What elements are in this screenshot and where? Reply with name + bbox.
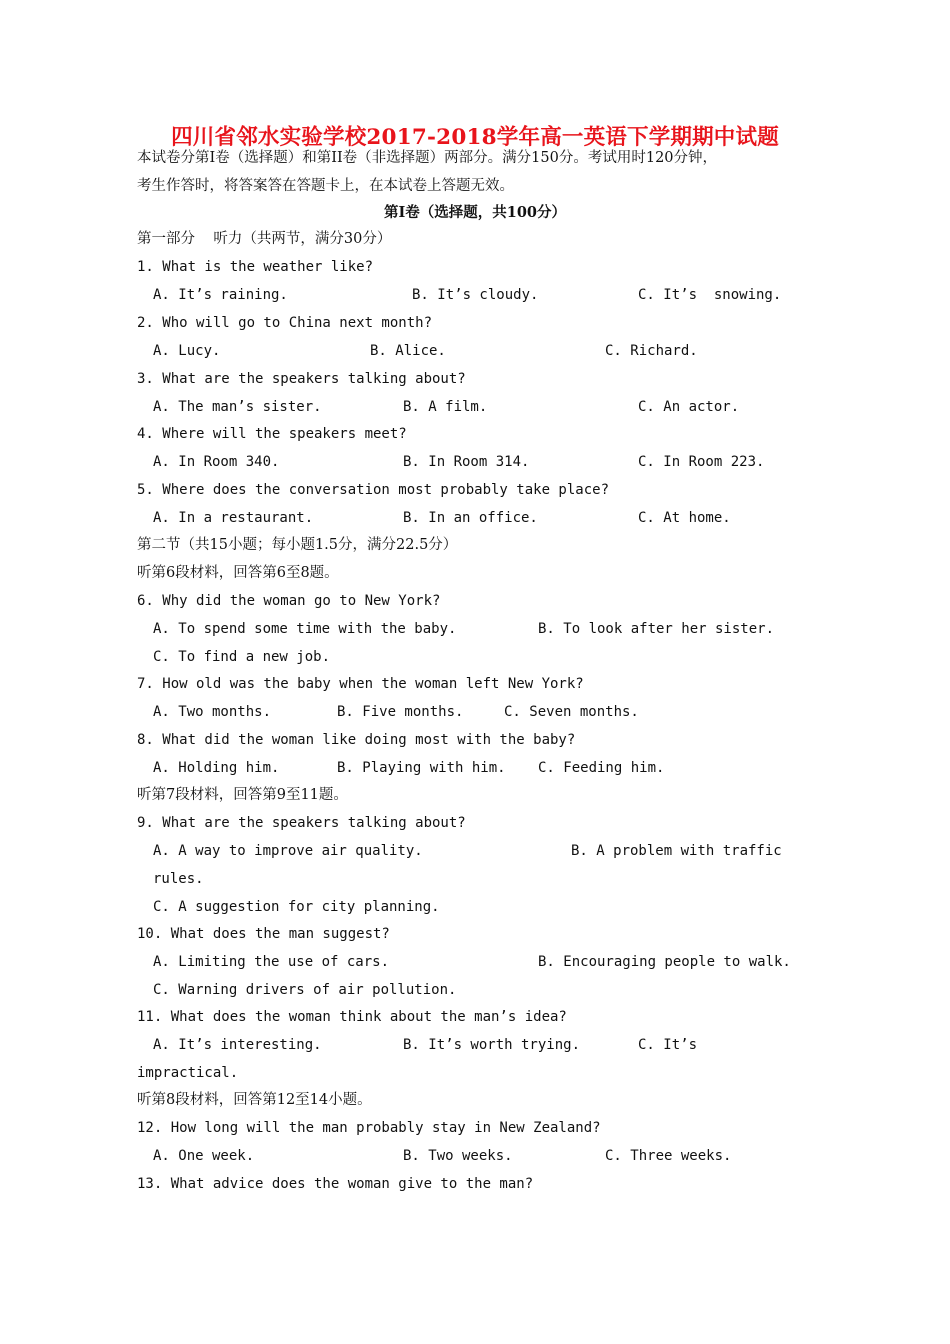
question-stem: 12. How long will the man probably stay in New Zealand? [137, 1120, 601, 1136]
option-c: C. Three weeks. [605, 1148, 732, 1164]
option-b: B. A film. [403, 399, 488, 415]
option-a: A. It’s raining. [153, 287, 288, 303]
option-b: B. It’s cloudy. [412, 287, 539, 303]
option-b: B. In Room 314. [403, 454, 530, 470]
volume-heading: 第I卷（选择题，共100分） [383, 204, 567, 221]
question-stem: 5. Where does the conversation most probably take place? [137, 482, 610, 498]
option-b: B. A problem with traffic [571, 843, 782, 859]
option-b: B. Five months. [337, 704, 464, 720]
option-a: A. In a restaurant. [153, 510, 314, 526]
material-heading-6: 听第6段材料，回答第6至8题。 [137, 565, 339, 581]
option-c: C. To find a new job. [153, 649, 331, 665]
option-a: A. In Room 340. [153, 454, 280, 470]
question-stem: 9. What are the speakers talking about? [137, 815, 466, 831]
option-b: B. Encouraging people to walk. [538, 954, 791, 970]
option-b: B. In an office. [403, 510, 538, 526]
option-a: A. Limiting the use of cars. [153, 954, 390, 970]
part1-heading: 第一部分 听力（共两节，满分30分） [137, 231, 392, 247]
option-b: B. It’s worth trying. [403, 1037, 581, 1053]
option-a: A. Holding him. [153, 760, 280, 776]
question-stem: 2. Who will go to China next month? [137, 315, 433, 331]
question-stem: 13. What advice does the woman give to the man? [137, 1176, 534, 1192]
option-a: A. To spend some time with the baby. [153, 621, 457, 637]
option-c: C. Feeding him. [538, 760, 665, 776]
question-stem: 1. What is the weather like? [137, 259, 374, 275]
option-c: C. Richard. [605, 343, 698, 359]
section2-heading: 第二节（共15小题；每小题1.5分，满分22.5分） [137, 537, 458, 553]
question-stem: 11. What does the woman think about the man’s idea? [137, 1009, 567, 1025]
question-stem: 4. Where will the speakers meet? [137, 426, 407, 442]
intro-line-2: 考生作答时，将答案答在答题卡上，在本试卷上答题无效。 [137, 178, 514, 194]
page-title: 四川省邻水实验学校2017-2018学年高一英语下学期期中试题 [171, 125, 779, 150]
material-heading-7: 听第7段材料，回答第9至11题。 [137, 787, 348, 803]
question-stem: 3. What are the speakers talking about? [137, 371, 466, 387]
question-stem: 8. What did the woman like doing most with the baby? [137, 732, 576, 748]
option-b: B. Two weeks. [403, 1148, 513, 1164]
question-stem: 6. Why did the woman go to New York? [137, 593, 441, 609]
material-heading-8: 听第8段材料，回答第12至14小题。 [137, 1092, 372, 1108]
intro-line-1: 本试卷分第I卷（选择题）和第II卷（非选择题）两部分。满分150分。考试用时120分钟， [137, 150, 718, 166]
option-c: C. It’s snowing. [638, 287, 782, 303]
option-b-continued: rules. [153, 871, 204, 887]
option-c: C. At home. [638, 510, 731, 526]
option-c: C. An actor. [638, 399, 740, 415]
option-b: B. To look after her sister. [538, 621, 775, 637]
option-a: A. One week. [153, 1148, 255, 1164]
option-a: A. The man’s sister. [153, 399, 322, 415]
option-c-continued: impractical. [137, 1065, 239, 1081]
option-a: A. A way to improve air quality. [153, 843, 423, 859]
option-c: C. A suggestion for city planning. [153, 899, 440, 915]
option-b: B. Alice. [370, 343, 446, 359]
question-stem: 10. What does the man suggest? [137, 926, 390, 942]
option-c: C. It’s [638, 1037, 698, 1053]
option-a: A. It’s interesting. [153, 1037, 322, 1053]
option-c: C. Seven months. [504, 704, 639, 720]
question-stem: 7. How old was the baby when the woman left New York? [137, 676, 584, 692]
option-c: C. In Room 223. [638, 454, 765, 470]
option-b: B. Playing with him. [337, 760, 506, 776]
option-c: C. Warning drivers of air pollution. [153, 982, 457, 998]
option-a: A. Lucy. [153, 343, 221, 359]
option-a: A. Two months. [153, 704, 272, 720]
